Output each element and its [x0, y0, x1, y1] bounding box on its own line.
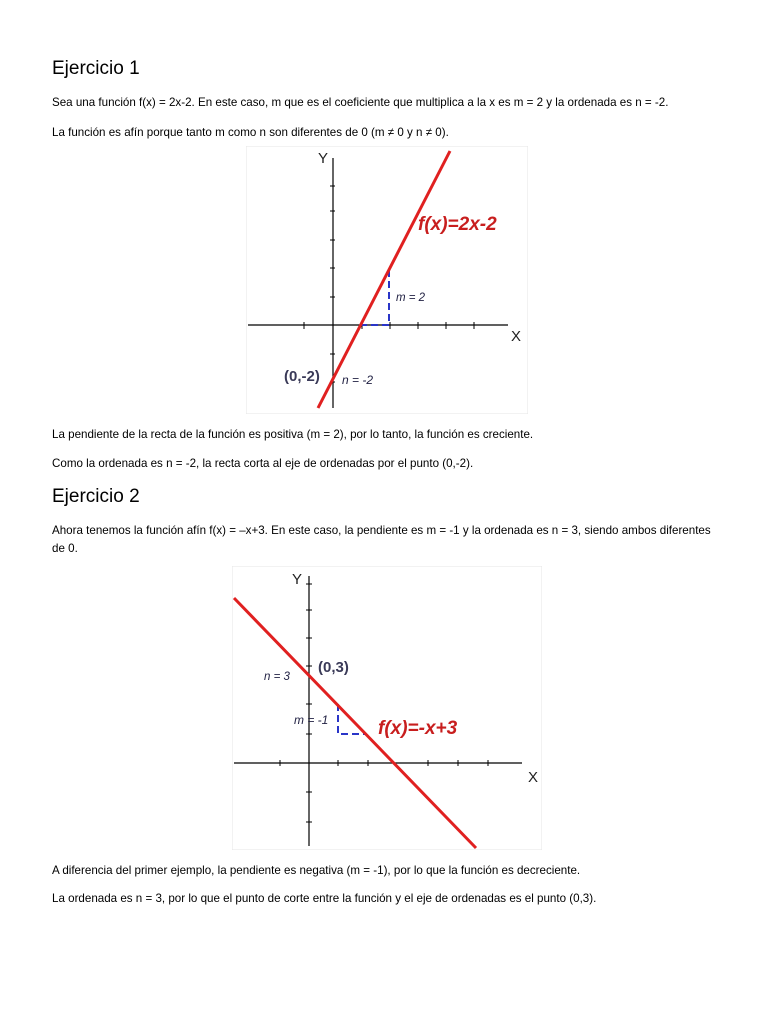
ex2-paragraph-slope: A diferencia del primer ejemplo, la pendiente es negativa (m = -1), por lo que la función es decreciente. — [52, 864, 581, 877]
ex1-slope-label: m = 2 — [396, 292, 426, 304]
ex2-x-axis-label: X — [528, 769, 539, 786]
ex1-intercept-label: n = -2 — [342, 373, 374, 387]
ex1-paragraph-affine: La función es afín porque tanto m como n son diferentes de 0 (m ≠ 0 y n ≠ 0). — [52, 126, 449, 139]
ex2-paragraph-definition: Ahora tenemos la función afín f(x) = –x+3. En este caso, la pendiente es m = -1 y la ordenada es n = 3, siendo ambos diferentes de 0. — [52, 524, 711, 555]
ex1-graph-svg — [246, 146, 528, 414]
ex1-paragraph-intercept: Como la ordenada es n = -2, la recta corta al eje de ordenadas por el punto (0,-2). — [52, 457, 474, 470]
ex1-paragraph-definition: Sea una función f(x) = 2x-2. En este caso, m que es el coeficiente que multiplica a la x es m = 2 y la ordenada es n = -2. — [52, 96, 669, 109]
ex1-function-label: f(x)=2x-2 — [418, 214, 497, 235]
ex2-graph — [232, 566, 542, 850]
ex2-function-label: f(x)=-x+3 — [378, 718, 458, 739]
ex1-graph — [246, 146, 528, 414]
ex1-point-label: (0,-2) — [284, 368, 320, 385]
ex2-y-axis-label: Y — [292, 571, 303, 588]
heading-ejercicio-1: Ejercicio 1 — [52, 58, 140, 79]
ex2-slope-label: m = -1 — [294, 713, 329, 727]
ex2-intercept-label: n = 3 — [264, 671, 290, 683]
ex1-y-axis-label: Y — [318, 150, 329, 167]
ex2-paragraph-intercept: La ordenada es n = 3, por lo que el punto de corte entre la función y el eje de ordenadas es el punto (0,3). — [52, 892, 597, 905]
ex2-point-label: (0,3) — [318, 659, 349, 676]
ex1-x-axis-label: X — [511, 328, 522, 345]
ex1-paragraph-slope: La pendiente de la recta de la función es positiva (m = 2), por lo tanto, la función es creciente. — [52, 428, 534, 441]
heading-ejercicio-2: Ejercicio 2 — [52, 486, 140, 507]
ex2-graph-svg — [232, 566, 542, 850]
